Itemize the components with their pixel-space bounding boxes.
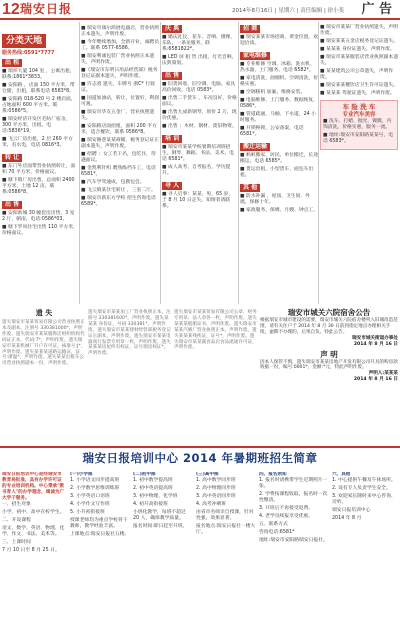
list-item: ■ 塘下罗凤住宅出售 110 平方米，价格面议。 <box>2 225 78 237</box>
classified-column-1 <box>2 22 78 304</box>
training-col-5 <box>259 472 329 634</box>
list-item: ■ 安阳路 ，店面 150 平方米，带仓储，出租，联系电话 6583*8。 <box>2 83 75 95</box>
notice-block-3 <box>174 306 258 444</box>
training-col-4 <box>196 472 256 634</box>
list-item: ■ 空调移机 加氟，维修安装。 <box>240 90 306 95</box>
training-col-2 <box>70 472 130 634</box>
list-item: ■ 旧货回收，旧空调、电脑、家具高价回收，电话 0583*。 <box>162 82 236 93</box>
list-item: ■ 管道疏通，马桶、下水道，24 小时服务。 <box>240 112 317 123</box>
list-item: 4. 高考冲刺班 <box>196 502 227 507</box>
list-item: 咨询电话:6581* <box>259 530 295 535</box>
training-col-3-heading: (二)初中部 <box>133 472 156 477</box>
training-col-1-lines <box>2 502 66 554</box>
lost-notice-list <box>320 25 398 97</box>
list-item: 2. 学费按课程收取，报名时一次性缴清。 <box>259 492 328 503</box>
list-item: 4. 小学作文写作班 <box>70 502 110 507</box>
list-item: ■ 塘下镇厂房出售，总面积 2400 平方米，土地 12 亩。联系:0586*8。 <box>2 178 75 196</box>
category-sale-2: 出 售 <box>162 72 182 80</box>
training-ad-title: 瑞安日报培训中心 2014 年暑期班招生简章 <box>82 451 318 465</box>
column-divider <box>160 22 161 304</box>
list-item: 2. 小学数学思维训练班 <box>70 486 120 491</box>
notice-list <box>81 26 160 208</box>
column-divider <box>238 22 239 304</box>
training-center-ad <box>0 446 400 634</box>
car-wash-ad-subtitle: 专业汽车美容 <box>342 112 376 118</box>
list-item: ■ 电脑维修，上门服务，数据恢复，0586*。 <box>240 98 318 109</box>
missing-person-list <box>162 192 237 210</box>
list-item: 2. 高中物理同步班 <box>196 486 236 491</box>
list-item: 报名地点:瑞安日报社一楼大厅。 <box>196 524 256 535</box>
newspaper-logo: 瑞安日报 <box>20 2 73 16</box>
list-item: 小班化教学，每班不超过 20 人，确保教学质量。 <box>133 510 186 521</box>
list-item: ■ 瑞安市华友五金厂，营业执照遗失。 <box>81 110 155 121</box>
list-item: 上课地点:瑞安日报社五楼。 <box>70 532 130 537</box>
notice-block-2 <box>88 306 172 444</box>
page-number: 12 <box>2 1 20 18</box>
classified-title: 分类天地 <box>2 34 46 48</box>
list-item: 3. 欢迎家长随时来中心咨询、旁听。 <box>332 494 396 505</box>
list-item: 一、招生对象 <box>2 502 31 507</box>
list-item: 1. 高中数学同步班 <box>196 478 236 483</box>
category-sale: 出 售 <box>2 201 22 209</box>
training-intro: 瑞安日报培训中心是经瑞安市教育局批准，具有办学许可证的专业培训机构。中心秉承"教书育人"的办学理念，竭诚为广大学子服务。 <box>2 472 65 501</box>
list-item: ■ 某某某 身份证遗失，声明作废。 <box>320 47 395 52</box>
list-item: 1. 报名时请携带学生近期照片一张。 <box>259 478 328 489</box>
issue-meta: 2014年8月16日 | 星期六 | 责任编辑 | 徐小斐 <box>232 8 345 14</box>
category-training: 培 训 <box>162 135 182 143</box>
list-item: 五、联系方式 <box>259 522 288 527</box>
classified-column-3 <box>162 22 237 304</box>
list-item: ■ 飞云厂房出租，2 层 260 平方米，有水电，电话 0816*3。 <box>2 137 73 149</box>
list-item: ■ 家电清洗，油烟机、空调清洗，价格实惠。 <box>240 76 318 87</box>
list-item: ■ 婚庆礼仪，花车、音响、摄像、乐队，一条龙服务，联系:6581822*。 <box>162 35 236 52</box>
other-list <box>240 194 318 214</box>
training-col-5-lines <box>259 478 329 544</box>
list-item: ■ 汽车学驾速成，包教包会。 <box>81 180 145 185</box>
declaration-heading: 声 明 <box>320 349 338 359</box>
list-item: ■ 瑞安某某五金店税务登记证遗失。 <box>320 39 398 44</box>
category-rent: 出 租 <box>2 59 22 67</box>
column-divider <box>318 22 319 304</box>
list-item: ■ 安阳路 018-520 号 2 楼店面，占地面积 600 平方米。联系:0586*5。 <box>2 97 76 115</box>
list-item: 授课老师均为重点学校骨干教师，教学经验丰富。 <box>70 518 128 529</box>
list-item: ■ 家政服务，保姆、月嫂、钟点工。 <box>240 208 318 213</box>
car-wash-ad <box>320 100 398 150</box>
list-item: ■ 防水补漏 ，屋顶、卫生间、外墙，保修十年。 <box>240 194 310 205</box>
list-item: ■ 瑞祥大厦 104 室 ，公寓出租，联系:1861*3833。 <box>2 69 75 81</box>
training-col-2-lines <box>70 478 130 538</box>
list-item: ■ 安阳新城 30 幢套房出售，3 室 2 厅，朝南，电话:0586*03。 <box>2 211 75 223</box>
column-divider <box>79 22 80 304</box>
training-col-6 <box>332 472 398 634</box>
list-item: ■ 飞云镇某住宅转让 ，三室二厅。 <box>81 188 156 193</box>
list-item: 3. 小学英语口语班 <box>70 494 110 499</box>
repair-list <box>240 62 318 138</box>
list-item: ■ 某某某 驾驶证遗失，声明作废。 <box>320 91 395 96</box>
public-notice-heading: 瑞安市城关六院宿舍公告 <box>287 308 371 317</box>
list-item: 5. 小升初衔接班 <box>70 510 105 515</box>
list-item: 3. 初中物理、化学班 <box>133 494 178 499</box>
rent-list <box>2 69 78 149</box>
notice-block-1 <box>2 306 86 444</box>
list-item: ■ 地址:瑞安市安阳路某某号，电话 6583*。 <box>323 133 394 144</box>
sale-list <box>2 211 78 237</box>
list-item: 地址:瑞安市安阳路瑞安日报社。 <box>259 538 328 543</box>
celebration-list <box>162 35 237 67</box>
list-item: ■ 东门外店面带营业执照转让，面积 70 平方米，价格面议。 <box>2 164 76 176</box>
list-item: ■ 瑞安市某某服装店营业执照副本遗失。 <box>320 55 398 66</box>
moving-list <box>240 153 318 179</box>
category-investment: 招 商 <box>240 25 260 33</box>
notice-block-4 <box>260 306 398 444</box>
training-col-6-lines <box>332 478 398 522</box>
list-item: 2. 初中英语提高班 <box>133 486 173 491</box>
list-item: 2. 设有专人负责学生安全。 <box>332 486 391 491</box>
list-item: ■ 金凯利针织 聘熟练挡车工，电话 6581*。 <box>81 166 156 177</box>
list-item: 4. 老学员续报享受优惠。 <box>259 514 314 519</box>
training-col-5-heading: 四、报名须知 <box>259 472 287 477</box>
notice-body-2: 遗失瑞安市某某加工厂营业执照正本，注册号 330381600*，声明作废。遗失某某某 身份证，号码 330381*，声明作废。遗失瑞安市某某建材经营部税务登记证正副本，声明作废。遗失瑞安市某某电器商行发票专用章一枚，声明作废。遗失某某某房屋所有权证，证号瑞房权证*，声明作废。 <box>88 310 171 357</box>
list-item: 7 月 10 日至 8 月 25 日。 <box>2 548 60 553</box>
training-col-2-heading: (一)小学部 <box>70 472 93 477</box>
training-list <box>162 145 237 177</box>
investment-list <box>240 35 318 47</box>
list-item: ■ 许志勇 遗失，车牌号 浙C* 行驶证。 <box>81 82 155 93</box>
training-col-3 <box>133 472 193 634</box>
sale-list-2 <box>162 82 237 130</box>
list-item: 3. 开班后不再接受退费。 <box>259 506 314 511</box>
list-item: ■ 国道加油站，转让，位置好，利润可观。 <box>81 96 160 107</box>
car-wash-ad-lines <box>323 119 395 145</box>
list-item: 报名时间:即日起至开班。 <box>133 524 188 529</box>
list-item: 小学、初中、高中在校学生。 <box>2 510 65 515</box>
list-item: 语文、数学、英语、物理、化学、作文、书法、美术等。 <box>2 526 65 537</box>
list-item: 由省市名师亲自授课，针对性强，效果显著。 <box>196 510 254 521</box>
category-missing-person: 寻 人 <box>162 182 182 190</box>
notice-body-1: 遗失瑞安市某某贸易有限公司营业执照正本及副本，注册号 330381000*，声明作废。遗失瑞安市某某服饰店组织机构代码证正本，代码:7*，声明作废。遗失瑞安市某某机械厂开户许可证，核准号:J*，声明作废。遗失某某某道路运输证，证号:浙温*，声明作废。遗失某某出租车公司营业执照副本一份，声明作废。 <box>2 320 86 367</box>
training-col-1 <box>2 472 66 634</box>
list-item: ■ 成人高考、自考报名，学历提升。 <box>162 165 231 176</box>
classified-column-2 <box>81 22 160 304</box>
list-item: 1. 中心提供午餐及午休场所。 <box>332 478 396 483</box>
training-col-4-lines <box>196 478 256 536</box>
notice-body-3: 遗失瑞安市某某贸易有限公司公章、财务专用章、法人章各一枚，声明作废。遗失某某某船舶证书，声明作废。遗失瑞安市某某汽修厂营业执照正本，声明作废。遗失某某某残疾证，证号*，声明作废。遗失瑞安市某某副食品店食品流通许可证，声明作废。 <box>174 310 257 351</box>
page-header <box>0 0 400 20</box>
list-item: ■ 瑞安利诚包装厂营业执照正本遗失，声明作废。 <box>81 54 155 65</box>
category-other: 其 他 <box>240 184 260 192</box>
list-item: 瑞安日报培训中心 <box>332 508 371 513</box>
training-col-6-heading: 六、其他 <box>332 472 351 477</box>
notice-heading-lost: 遗 失 <box>35 309 53 317</box>
list-item: ■ 寻人启事：某某，男，65 岁，于 8 月 10 日走失，知情者请联系。 <box>162 192 234 209</box>
training-col-4-heading: (三)高中部 <box>196 472 219 477</box>
list-item: ■ 瑞安某某餐饮店卫生许可证遗失。 <box>320 83 398 88</box>
list-item: 三、上课时间 <box>2 540 31 545</box>
declaration-signature: 声明人:某某某 2014 年 8 月 16 日 <box>353 371 398 383</box>
list-item: ■ 安阳路店面招租，面积 200 平方米，适合餐饮，联系 0586*8。 <box>81 124 157 135</box>
list-item: ■ 瑞安市新东方学校 招生咨询电话 6589*。 <box>81 196 156 207</box>
list-item: ■ 专业维修 空调、冰箱、洗衣机、热水器，上门服务，电话 6582*。 <box>240 62 315 73</box>
list-item: 2014 年 8 月 <box>332 516 362 521</box>
list-item: ■ 出售 ：木材、钢材、废旧物资。 <box>162 124 237 129</box>
list-item: ■ 瑞安市某某学校暑期培训班招生，钢琴、舞蹈、书法、美术，电话 6581*。 <box>162 145 234 162</box>
list-item: 1. 小学语文同步提高班 <box>70 478 120 483</box>
training-col-3-lines <box>133 478 193 530</box>
car-wash-ad-title: 车 险 洗 车 <box>342 103 376 111</box>
declaration-body: 因本人保管不慎，遗失瑞安市某某房地产开发有限公司开具的购房款收据一份，编号:0001*，金额:*元，特此声明作废。 <box>260 359 398 371</box>
list-item: ■ 货运出租，小型货车，面包车出租。 <box>240 167 314 178</box>
list-item: ■ 今年继续增加，全新开业，诚聘员工。联系 0577-6586。 <box>81 40 160 51</box>
list-item: ■ 招聘 ：女工若干名，包吃住，待遇面议。 <box>81 152 156 163</box>
list-item: ■ 出售二手货车 ，车况良好，价格面议。 <box>162 96 237 107</box>
list-item: ■ 瑞安市康尔鸿展电器店，营业执照正本遗失，声明作废。 <box>81 26 160 37</box>
category-celebration: 庆 典 <box>162 25 182 33</box>
classified-column-5 <box>320 22 398 304</box>
category-transfer: 转 让 <box>2 154 22 162</box>
category-moving: 搬迁运输 <box>240 143 270 151</box>
list-item: ■ 洗车、打蜡、抛光、镀膜，内饰清洗，价格实惠，服务一流。 <box>323 119 392 130</box>
list-item: ■ 瑞安某某市场招商，黄金位置，欢迎洽谈。 <box>240 35 318 46</box>
list-item: ■ 瑞安阁巷某某商铺，税务登记证正副本遗失，声明作废。 <box>81 138 160 149</box>
list-item: ■ 瑞安经济开发区毛纺厂宿舍，300 平方米，出租。电话:5836*19。 <box>2 117 71 135</box>
list-item: 3. 高中英语同步班 <box>196 494 236 499</box>
list-item: ■ 某某建筑公司公章遗失，声明作废。 <box>320 69 394 80</box>
list-item: ■《瑞安市东明日用品经营部》税务登记证副本遗失，声明作废。 <box>81 68 158 79</box>
section-title: 广 告 <box>361 2 392 17</box>
transfer-list <box>2 164 78 196</box>
service-hotline: 服务热线:0591*7777 <box>2 50 55 56</box>
list-item: ■ LED 屏 租 赁 出租，灯光音响，庆典策划。 <box>162 55 237 66</box>
list-item: 1. 初中数学提高班 <box>133 478 173 483</box>
list-item: 4. 初升高衔接班 <box>133 502 168 507</box>
list-item: ■ 开锁换锁，公安备案，电话 6581*。 <box>240 126 304 137</box>
public-notice-body: 根据瑞安市城市建设的需要，瑞安市城关六院宿舍楼列入旧城改造范围，请有关住户于 2014 年 8 月 30 日前到指定地点办理相关手续，逾期不办理的，后果自负。特此公告。 <box>260 318 398 335</box>
list-item: ■ 瑞安市某某厂营业执照遗失，声明作废。 <box>320 25 398 36</box>
list-item: ■ 出售九成新钢琴，原价 2 万，现价优惠。 <box>162 110 237 121</box>
category-appliance-repair: 家电维修 <box>240 52 270 60</box>
public-notice-signature: 瑞安市城关街道办事处 2014 年 8 月 16 日 <box>352 335 398 347</box>
list-item: ■ 蚂蚁搬家，居民、单位搬迁，长途搬运，电话 6585*。 <box>240 153 318 164</box>
classified-column-4 <box>240 22 318 304</box>
list-item: 二、开设课程 <box>2 518 31 523</box>
